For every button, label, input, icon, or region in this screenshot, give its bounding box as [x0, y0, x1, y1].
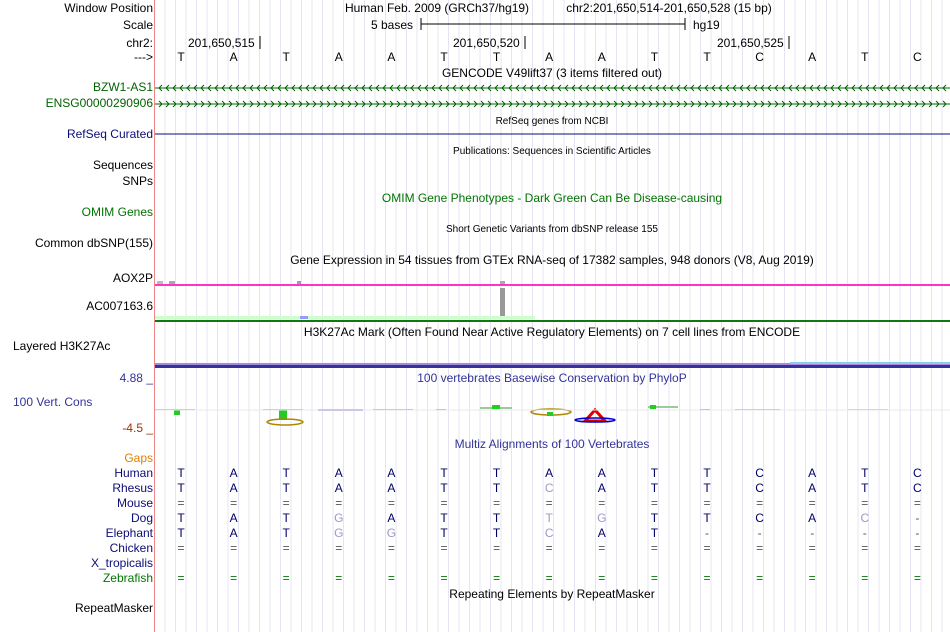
alignment-base: =	[230, 541, 238, 555]
refseq-track-label[interactable]: RefSeq Curated	[66, 127, 153, 141]
reference-base: T	[177, 50, 185, 64]
species-label[interactable]: Mouse	[116, 496, 153, 510]
alignment-base: =	[861, 541, 869, 555]
alignment-base: A	[229, 481, 238, 495]
alignment-base: =	[335, 541, 343, 555]
dbsnp-track-title[interactable]: Short Genetic Variants from dbSNP release 155	[446, 224, 658, 235]
alignment-base: T	[492, 511, 501, 525]
reference-base: T	[703, 50, 711, 64]
alignment-base: =	[177, 571, 185, 585]
alignment-base: C	[755, 511, 764, 525]
reference-base: A	[387, 50, 396, 64]
alignment-base: =	[756, 541, 764, 555]
alignment-base: T	[177, 526, 185, 540]
snps-track-label[interactable]: SNPs	[122, 174, 153, 188]
alignment-base: -	[862, 526, 867, 540]
alignment-base: A	[387, 481, 396, 495]
reference-base: T	[440, 50, 448, 64]
alignment-base: C	[755, 466, 764, 480]
alignment-base: T	[492, 481, 501, 495]
dbsnp-track-label[interactable]: Common dbSNP(155)	[34, 236, 153, 250]
multiz-track-title[interactable]: Multiz Alignments of 100 Vertebrates	[454, 437, 650, 451]
alignment-base: T	[177, 481, 185, 495]
alignment-base: =	[493, 571, 501, 585]
alignment-base: C	[544, 481, 554, 495]
alignment-base: =	[387, 541, 395, 555]
alignment-base: A	[808, 466, 817, 480]
alignment-base: =	[177, 541, 185, 555]
alignment-base: T	[703, 481, 711, 495]
alignment-base: =	[387, 571, 395, 585]
alignment-base: C	[913, 481, 922, 495]
alignment-base: T	[440, 511, 448, 525]
alignment-base: T	[282, 511, 290, 525]
reference-base: A	[597, 50, 606, 64]
alignment-base: A	[808, 511, 817, 525]
gencode-gene-bzw1[interactable]	[155, 85, 950, 91]
alignment-base: -	[915, 526, 920, 540]
h3k27ac-track-label[interactable]: Layered H3K27Ac	[13, 339, 111, 353]
alignment-base: T	[861, 466, 869, 480]
alignment-base: T	[282, 466, 290, 480]
alignment-base: =	[913, 541, 921, 555]
alignment-base: =	[387, 496, 395, 510]
gtex-gene-aox2p-label[interactable]: AOX2P	[112, 271, 153, 285]
alignment-base: T	[703, 466, 711, 480]
alignment-base: T	[492, 466, 501, 480]
window-coords-text: chr2:201,650,514-201,650,528 (15 bp)	[566, 1, 772, 15]
alignment-base: =	[756, 496, 764, 510]
reference-base: T	[282, 50, 290, 64]
alignment-base: =	[808, 496, 816, 510]
species-label[interactable]: Chicken	[109, 541, 153, 555]
alignment-base: A	[545, 466, 554, 480]
reference-base: A	[808, 50, 817, 64]
alignment-base: =	[703, 496, 711, 510]
phylop-track-label[interactable]: 100 Vert. Cons	[13, 395, 93, 409]
alignment-base: =	[545, 571, 553, 585]
alignment-base: =	[335, 571, 343, 585]
alignment-base: A	[387, 511, 396, 525]
chrom-tick-label-3: 201,650,525	[717, 36, 784, 50]
scale-label: Scale	[122, 18, 153, 32]
alignment-base: =	[598, 496, 606, 510]
alignment-base: T	[282, 481, 290, 495]
omim-track-title[interactable]: OMIM Gene Phenotypes - Dark Green Can Be Disease-causing	[381, 191, 723, 205]
alignment-base: =	[808, 541, 816, 555]
alignment-base: C	[544, 526, 554, 540]
species-label[interactable]: Human	[114, 466, 153, 480]
phylop-min-label: -4.5 _	[122, 421, 153, 435]
reference-base: A	[545, 50, 554, 64]
gtex-gene-ac007163-label[interactable]: AC007163.6	[86, 299, 153, 313]
alignment-base: T	[177, 466, 185, 480]
alignment-base: =	[230, 496, 238, 510]
omim-track-label[interactable]: OMIM Genes	[81, 205, 153, 219]
alignment-base: A	[334, 481, 343, 495]
alignment-base: C	[755, 481, 764, 495]
alignment-base: T	[861, 481, 869, 495]
reference-base: C	[913, 50, 922, 64]
phylop-track-title[interactable]: 100 vertebrates Basewise Conservation by PhyloP	[417, 371, 687, 385]
repeatmasker-track-label[interactable]: RepeatMasker	[74, 601, 153, 615]
alignment-base: T	[492, 526, 501, 540]
alignment-base: =	[861, 571, 869, 585]
sequences-track-label[interactable]: Sequences	[92, 158, 153, 172]
h3k27ac-track-title[interactable]: H3K27Ac Mark (Often Found Near Active Regulatory Elements) on 7 cell lines from ENCODE	[303, 325, 801, 339]
reference-base: T	[650, 50, 659, 64]
alignment-base: =	[756, 571, 764, 585]
reference-base: T	[492, 50, 501, 64]
alignment-base: -	[757, 526, 762, 540]
alignment-base: A	[597, 526, 606, 540]
alignment-base: G	[334, 511, 344, 525]
gtex-expression-bars[interactable]	[155, 281, 950, 322]
alignment-base: =	[545, 541, 553, 555]
alignment-base: T	[545, 511, 553, 525]
phylop-max-label: 4.88 _	[119, 371, 153, 385]
alignment-base: =	[493, 541, 501, 555]
alignment-base: T	[440, 526, 448, 540]
species-label[interactable]: X_tropicalis	[90, 556, 153, 570]
alignment-base: A	[808, 481, 817, 495]
alignment-base: =	[703, 541, 711, 555]
alignment-base: T	[650, 466, 659, 480]
alignment-base: A	[387, 466, 396, 480]
strand-label[interactable]: --->	[134, 50, 153, 64]
alignment-base: T	[650, 526, 659, 540]
alignment-base: =	[282, 496, 290, 510]
pubs-track-title[interactable]: Publications: Sequences in Scientific Articles	[453, 146, 651, 157]
alignment-base: T	[177, 511, 185, 525]
alignment-base: T	[650, 481, 659, 495]
alignment-base: C	[860, 511, 870, 525]
window-position-label: Window Position	[64, 1, 153, 15]
alignment-base: =	[282, 541, 290, 555]
alignment-base: A	[334, 466, 343, 480]
assembly-text: Human Feb. 2009 (GRCh37/hg19)	[344, 1, 530, 15]
refseq-track-title[interactable]: RefSeq genes from NCBI	[495, 116, 609, 127]
alignment-base: T	[703, 511, 711, 525]
alignment-base: -	[810, 526, 815, 540]
alignment-base: A	[229, 466, 238, 480]
alignment-base: =	[598, 541, 606, 555]
reference-base: A	[229, 50, 238, 64]
alignment-base: =	[808, 571, 816, 585]
reference-base: A	[334, 50, 343, 64]
alignment-base: =	[913, 496, 921, 510]
reference-base: C	[755, 50, 764, 64]
scale-db-text: hg19	[693, 18, 720, 32]
alignment-base: =	[703, 571, 711, 585]
species-label[interactable]: Elephant	[105, 526, 153, 540]
alignment-base: =	[493, 496, 501, 510]
alignment-base: =	[598, 571, 606, 585]
alignment-base: =	[440, 571, 448, 585]
alignment-base: =	[913, 571, 921, 585]
alignment-base: -	[705, 526, 709, 540]
alignment-base: G	[334, 526, 344, 540]
reference-base: T	[861, 50, 869, 64]
alignment-base: =	[230, 571, 238, 585]
alignment-base: =	[440, 541, 448, 555]
alignment-base: T	[650, 511, 659, 525]
scale-bases-text: 5 bases	[371, 18, 414, 32]
species-label[interactable]: Rhesus	[112, 481, 153, 495]
alignment-base: A	[597, 466, 606, 480]
alignment-base: T	[440, 466, 448, 480]
alignment-base: =	[650, 541, 658, 555]
chrom-label: chr2:	[126, 36, 153, 50]
alignment-base: =	[650, 571, 658, 585]
species-label[interactable]: Dog	[130, 511, 153, 525]
species-label[interactable]: Zebrafish	[102, 571, 153, 585]
h3k27ac-signal[interactable]	[155, 362, 950, 368]
alignment-base: =	[440, 496, 448, 510]
alignment-base: C	[913, 466, 922, 480]
gencode-track-title[interactable]: GENCODE V49lift37 (3 items filtered out)	[441, 66, 663, 80]
chrom-tick-label-1: 201,650,515	[188, 36, 255, 50]
alignment-base: =	[177, 496, 185, 510]
gaps-label: Gaps	[124, 451, 153, 465]
alignment-base: T	[282, 526, 290, 540]
alignment-base: =	[545, 496, 553, 510]
chrom-tick-label-2: 201,650,520	[453, 36, 520, 50]
gencode-gene-ensg[interactable]	[155, 101, 950, 107]
alignment-base: =	[650, 496, 658, 510]
alignment-base: =	[335, 496, 343, 510]
gencode-item-bzw1-label[interactable]: BZW1-AS1	[92, 80, 153, 94]
repeatmasker-track-title[interactable]: Repeating Elements by RepeatMasker	[449, 587, 655, 601]
gtex-track-title[interactable]: Gene Expression in 54 tissues from GTEx RNA-seq of 17382 samples, 948 donors (V8, Aug 2019)	[290, 253, 814, 267]
gencode-item-ensg-label[interactable]: ENSG00000290906	[45, 96, 153, 110]
alignment-base: =	[861, 496, 869, 510]
alignment-base: T	[440, 481, 448, 495]
alignment-base: -	[915, 511, 920, 525]
alignment-base: =	[282, 571, 290, 585]
alignment-base: A	[597, 481, 606, 495]
alignment-base: G	[386, 526, 397, 540]
alignment-base: G	[597, 511, 607, 525]
alignment-base: A	[229, 511, 238, 525]
alignment-base: A	[229, 526, 238, 540]
